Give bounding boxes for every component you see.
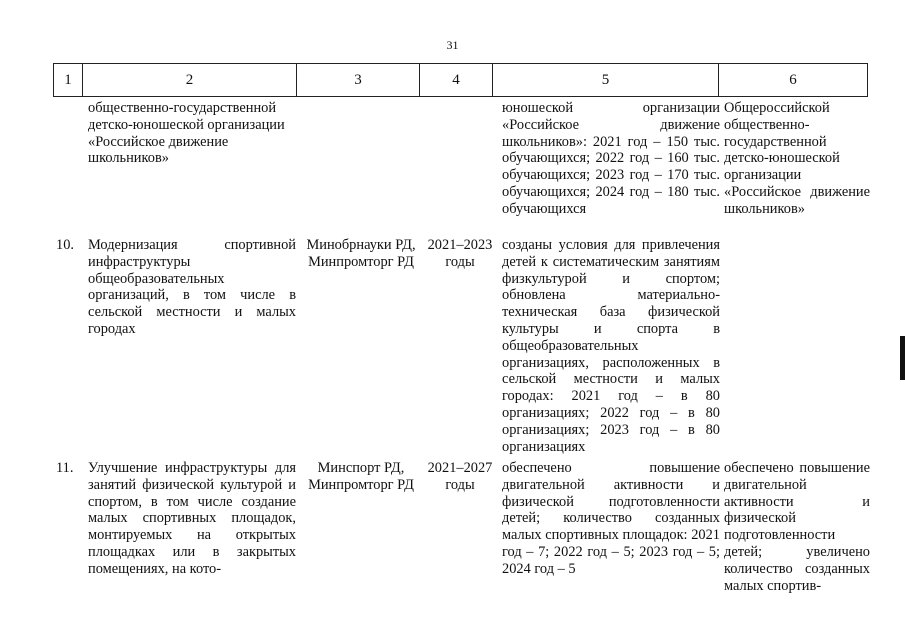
- row-10-responsible: Минобрнауки РД, Минпромторг РД: [306, 237, 416, 270]
- continuation-measure-text: общественно-государственной детско-юношеской организации «Российское движение школьников»: [88, 100, 285, 167]
- column-header-4: 4: [420, 64, 493, 97]
- row-11-result: обеспечено повышение двигательной активности и физической подготовленности детей; количество созданных малых спортивных площадок: 2021 год – 7; 2022 год – 5; 2023 год – 5; 2024 год – 5: [502, 460, 720, 577]
- column-header-2: 2: [83, 64, 297, 97]
- column-header-row: [53, 63, 868, 97]
- row-11-responsible: Минспорт РД, Минпромторг РД: [308, 460, 414, 493]
- column-header-3: 3: [297, 64, 420, 97]
- row-10-measure: Модернизация спортивной инфраструктуры общеобразовательных организаций, в том числе в сельской местности и малых городах: [88, 237, 296, 337]
- page-number: 31: [446, 38, 459, 52]
- row-11-number: 11.: [56, 460, 74, 476]
- continuation-result-text: юношеской организации «Российское движение школьников»: 2021 год – 150 тыс. обучающихся; 2022 год – 160 тыс. обучающихся; 2023 год – 170 тыс. обучающихся; 2024 год – 180 тыс. обучающихся: [502, 100, 720, 217]
- column-header-5: 5: [493, 64, 719, 97]
- row-11-indicator: обеспечено повышение двигательной активности и физической подготовленности детей; увеличено количество созданных малых спортив-: [724, 460, 870, 594]
- row-10-number: 10.: [56, 237, 74, 253]
- column-header-6: 6: [719, 64, 868, 97]
- row-11-period: 2021–2027 годы: [427, 460, 493, 493]
- column-header-1: 1: [54, 64, 83, 97]
- row-10-result: созданы условия для привлечения детей к систематическим занятиям физкультурой и спортом; обновлена материально-техническая база физической культуры и спорта в общеобразовательных организациях, расположенных в сельской местности и малых городах: 2021 год – в 80 организациях; 2022 год – в 80 организациях; 2023 год – в 80 организациях: [502, 237, 720, 455]
- continuation-indicator-text: Общероссийской общественно-государственной детско-юношеской организации «Российское движение школьников»: [724, 100, 870, 217]
- row-10-period: 2021–2023 годы: [427, 237, 493, 270]
- scan-edge-mark: [900, 336, 905, 380]
- row-11-measure: Улучшение инфраструктуры для занятий физической культурой и спортом, в том числе создание малых спортивных площадок, монтируемых на открытых площадках или в закрытых помещениях, на кото-: [88, 460, 296, 577]
